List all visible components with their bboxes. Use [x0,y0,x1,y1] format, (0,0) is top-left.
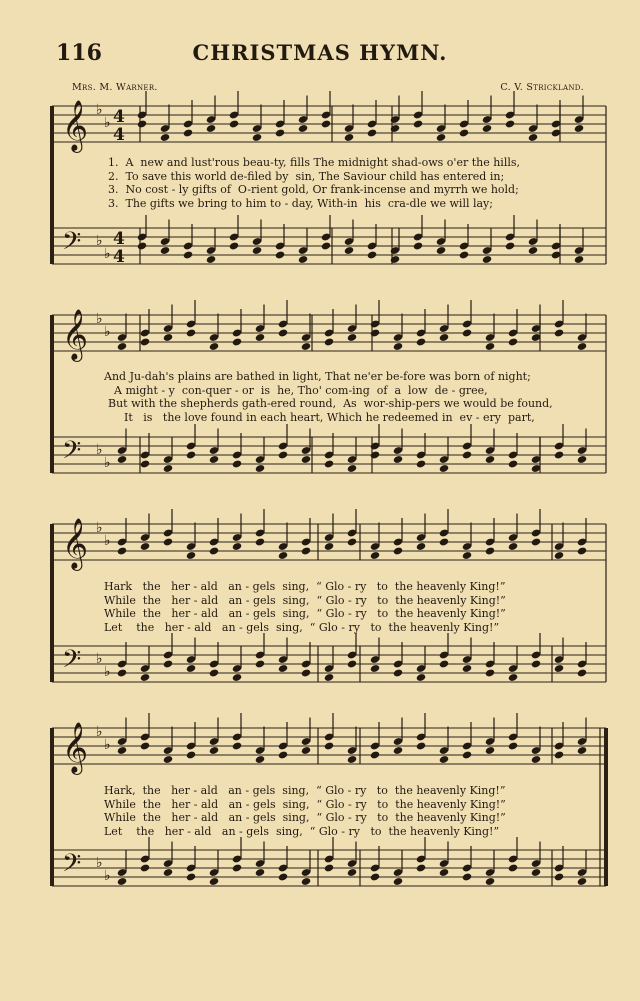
page-title: CHRISTMAS HYMN. [192,40,448,65]
lyric-line: 2. To save this world de-filed by sin, The Saviour child has entered in; [108,169,505,183]
lyrics-verse-block [108,156,520,210]
notehead [140,337,150,346]
notehead [209,668,219,677]
notehead [275,250,285,259]
notehead [275,128,285,137]
notehead [140,863,150,872]
notehead [206,255,216,264]
flat-symbol: ♭ [96,233,103,249]
notehead [554,328,564,337]
treble-clef: 𝄞 [62,518,89,569]
notehead [255,333,265,342]
time-signature: 4 [113,125,125,145]
notehead [416,863,426,872]
notehead [370,664,380,673]
notehead [485,746,495,755]
notehead [439,464,449,473]
bass-clef: 𝄢 [62,849,82,884]
notehead [140,459,150,468]
time-signature: 4 [113,107,125,127]
lyric-line: 3. The gifts we bring to him to - day, With-in his cra-dle we will lay; [108,196,493,210]
notehead [531,868,541,877]
notehead [321,241,331,250]
notehead [439,333,449,342]
notehead [347,868,357,877]
notehead [160,246,170,255]
notehead [505,241,515,250]
notehead [137,241,147,250]
notehead [255,659,265,668]
notehead [370,450,380,459]
flat-symbol: ♭ [104,737,111,753]
notehead [439,755,449,764]
lyric-line: Let the her - ald an - gels sing, “ Glo - ry to the heavenly King!” [104,824,500,838]
notehead [301,455,311,464]
notehead [459,250,469,259]
notehead [416,337,426,346]
notehead [117,546,127,555]
notehead [206,124,216,133]
composer-credit: C. V. Strickland. [500,82,584,93]
notehead [255,755,265,764]
notehead [485,455,495,464]
notehead [367,250,377,259]
notehead [416,459,426,468]
lyric-line: 1. A new and lust'rous beau-ty, fills The midnight shad-ows o'er the hills, [108,156,520,169]
notehead [278,750,288,759]
notehead [508,542,518,551]
notehead [574,255,584,264]
flat-symbol: ♭ [104,664,111,680]
notehead [324,673,334,682]
lyric-line: While the her - ald an - gels sing, “ Glo - ry to the heavenly King!” [104,811,506,825]
lyrics-verse-continuation [104,370,553,424]
notehead [163,537,173,546]
notehead [393,877,403,886]
notehead [163,659,173,668]
notehead [485,668,495,677]
notehead [183,128,193,137]
notehead [531,537,541,546]
notehead [393,342,403,351]
notehead [278,664,288,673]
notehead [232,337,242,346]
notehead [186,872,196,881]
notehead [528,246,538,255]
flat-symbol: ♭ [96,102,103,118]
notehead [347,755,357,764]
notehead [413,119,423,128]
notehead [232,459,242,468]
lyrics-chorus-2 [104,784,506,838]
notehead [232,542,242,551]
notehead [574,124,584,133]
time-signature: 4 [113,229,125,249]
lyric-line: While the her - ald an - gels sing, “ Glo - ry to the heavenly King!” [104,593,506,607]
notehead [301,746,311,755]
notehead [370,328,380,337]
notehead [229,241,239,250]
notehead [462,872,472,881]
notehead [436,133,446,142]
lyric-line: But with the shepherds gath-ered round, As wor-ship-pers we would be found, [108,397,553,411]
lyric-line: 3. No cost - ly gifts of O-rient gold, Or frank-incense and myrrh we hold; [108,183,519,197]
notehead [577,455,587,464]
notehead [347,659,357,668]
notehead [390,255,400,264]
notehead [508,863,518,872]
notehead [278,872,288,881]
lyrics-chorus-1 [104,580,506,634]
flat-symbol: ♭ [104,868,111,884]
notehead [186,450,196,459]
notehead [436,246,446,255]
flat-symbol: ♭ [104,455,111,471]
notehead [554,750,564,759]
notehead [344,246,354,255]
notehead [508,741,518,750]
notehead [278,450,288,459]
notehead [255,464,265,473]
notehead [324,459,334,468]
notehead [554,872,564,881]
notehead [209,546,219,555]
flat-symbol: ♭ [104,115,111,131]
bass-clef: 𝄢 [62,227,82,262]
lyric-line: A might - y con-quer - or is he, Tho' com-ing of a low de - gree, [114,383,488,397]
treble-clef: 𝄞 [62,309,89,360]
notehead [370,872,380,881]
notehead [324,863,334,872]
notehead [439,868,449,877]
notehead [347,464,357,473]
notehead [140,741,150,750]
notehead [577,877,587,886]
notehead [186,328,196,337]
notehead [324,337,334,346]
notehead [186,551,196,560]
notehead [554,664,564,673]
notehead [163,868,173,877]
flat-symbol: ♭ [96,651,103,667]
notehead [508,459,518,468]
notehead [255,537,265,546]
notehead [462,750,472,759]
page-number: 116 [56,40,102,66]
notehead [301,877,311,886]
notehead [462,551,472,560]
notehead [416,673,426,682]
notehead [482,255,492,264]
notehead [117,455,127,464]
notehead [485,342,495,351]
notehead [462,664,472,673]
notehead [232,673,242,682]
notehead [390,124,400,133]
notehead [252,246,262,255]
notehead [347,333,357,342]
notehead [183,250,193,259]
notehead [186,750,196,759]
notehead [209,455,219,464]
lyric-line: Hark, the her - ald an - gels sing, “ Glo - ry to the heavenly King!” [104,784,506,797]
notehead [508,673,518,682]
notehead [462,450,472,459]
notehead [485,877,495,886]
notehead [485,546,495,555]
notehead [140,673,150,682]
notehead [321,119,331,128]
notehead [117,877,127,886]
notehead [577,342,587,351]
notehead [117,746,127,755]
notehead [140,542,150,551]
flat-symbol: ♭ [96,311,103,327]
notehead [554,551,564,560]
notehead [209,877,219,886]
flat-symbol: ♭ [104,324,111,340]
notehead [298,124,308,133]
flat-symbol: ♭ [104,246,111,262]
lyric-line: While the her - ald an - gels sing, “ Glo - ry to the heavenly King!” [104,607,506,621]
notehead [163,755,173,764]
notehead [459,128,469,137]
notehead [528,133,538,142]
notehead [554,450,564,459]
flat-symbol: ♭ [96,442,103,458]
lyric-line: It is the love found in each heart, Which he redeemed in ev - ery part, [124,410,535,424]
notehead [324,741,334,750]
notehead [324,542,334,551]
notehead [416,542,426,551]
notehead [117,342,127,351]
notehead [278,551,288,560]
notehead [163,333,173,342]
notehead [160,133,170,142]
time-signature: 4 [113,247,125,267]
notehead [439,537,449,546]
notehead [505,119,515,128]
notehead [137,119,147,128]
notehead [577,746,587,755]
notehead [370,551,380,560]
flat-symbol: ♭ [96,855,103,871]
notehead [232,741,242,750]
notehead [344,133,354,142]
notehead [370,750,380,759]
lyric-line: And Ju-dah's plains are bathed in light, That ne'er be-fore was born of night; [104,370,531,383]
notehead [393,455,403,464]
notehead [278,328,288,337]
author-credit: Mrs. M. Warner. [72,82,158,93]
notehead [186,664,196,673]
notehead [393,546,403,555]
flat-symbol: ♭ [96,520,103,536]
notehead [531,755,541,764]
notehead [482,124,492,133]
notehead [413,241,423,250]
notehead [117,668,127,677]
notehead [232,863,242,872]
notehead [163,464,173,473]
bass-clef: 𝄢 [62,436,82,471]
notehead [508,337,518,346]
lyric-line: Let the her - ald an - gels sing, “ Glo - ry to the heavenly King!” [104,620,500,634]
notehead [252,133,262,142]
notehead [462,328,472,337]
bass-clef: 𝄢 [62,645,82,680]
lyric-line: While the her - ald an - gels sing, “ Glo - ry to the heavenly King!” [104,797,506,811]
notehead [301,668,311,677]
flat-symbol: ♭ [96,724,103,740]
notehead [577,668,587,677]
notehead [393,746,403,755]
notehead [531,659,541,668]
notehead [209,746,219,755]
notehead [255,868,265,877]
flat-symbol: ♭ [104,533,111,549]
notehead [439,659,449,668]
notehead [298,255,308,264]
notehead [301,342,311,351]
notehead [416,741,426,750]
treble-clef: 𝄞 [62,722,89,773]
notehead [347,537,357,546]
treble-clef: 𝄞 [62,100,89,151]
notehead [577,546,587,555]
notehead [229,119,239,128]
notehead [367,128,377,137]
notehead [209,342,219,351]
notehead [301,546,311,555]
lyric-line: Hark the her - ald an - gels sing, “ Glo - ry to the heavenly King!” [104,580,506,593]
notehead [393,668,403,677]
